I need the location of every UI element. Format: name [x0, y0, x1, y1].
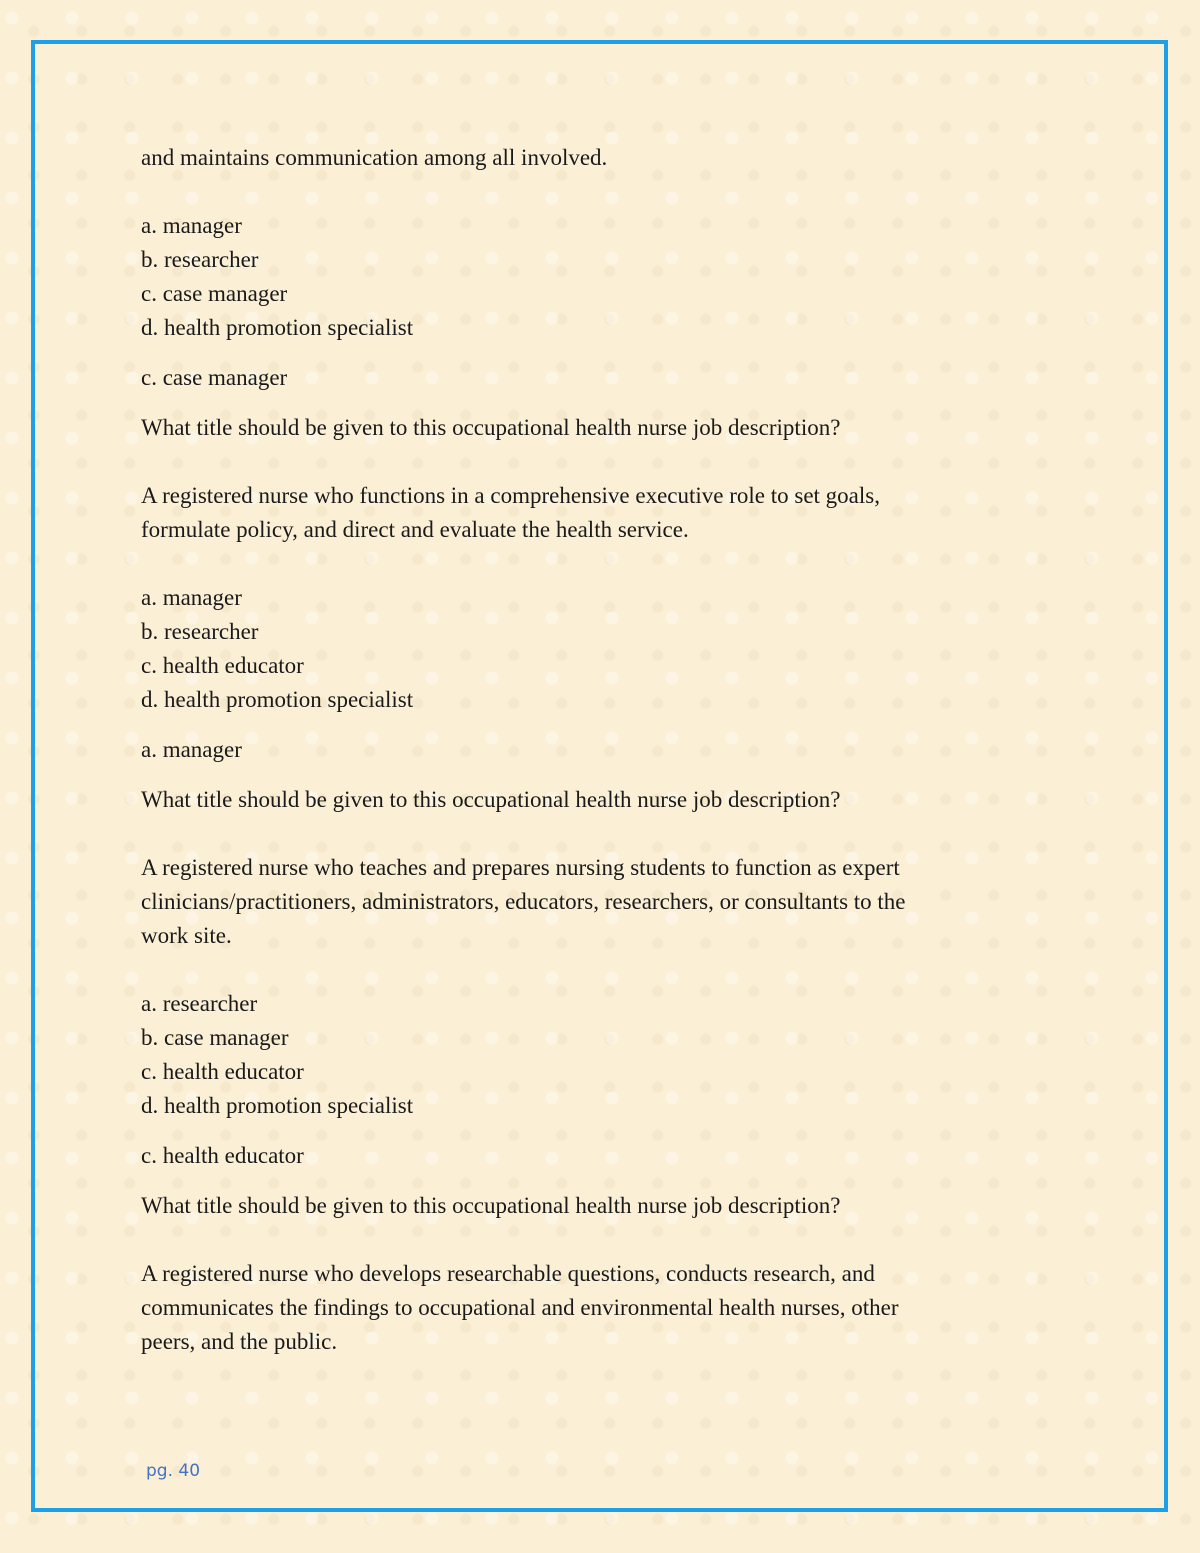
option-b: b. case manager — [141, 1025, 289, 1050]
question-1-answer: c. case manager — [141, 365, 288, 390]
option-b: b. researcher — [141, 247, 259, 272]
question-2-answer: a. manager — [141, 737, 242, 762]
page-number: pg. 40 — [146, 1461, 201, 1481]
option-c: c. health educator — [141, 1059, 304, 1084]
question-3-text: What title should be given to this occupational health nurse job description? — [141, 787, 841, 812]
option-c: c. case manager — [141, 281, 288, 306]
option-c: c. health educator — [141, 653, 304, 678]
description-line: A registered nurse who develops researchable questions, conducts research, and — [141, 1261, 875, 1286]
option-a: a. researcher — [141, 991, 258, 1016]
description-line: formulate policy, and direct and evaluate the health service. — [141, 517, 689, 542]
option-a: a. manager — [141, 213, 242, 238]
option-b: b. researcher — [141, 619, 259, 644]
description-line: A registered nurse who functions in a comprehensive executive role to set goals, — [141, 483, 880, 508]
description-line: communicates the findings to occupational and environmental health nurses, other — [141, 1295, 899, 1320]
option-d: d. health promotion specialist — [141, 315, 414, 340]
document-body — [141, 141, 1081, 1359]
question-3-description — [141, 851, 1081, 953]
question-2-options — [141, 581, 1081, 717]
question-2-description — [141, 479, 1081, 547]
question-3-options — [141, 987, 1081, 1123]
option-d: d. health promotion specialist — [141, 687, 414, 712]
description-line: work site. — [141, 923, 232, 948]
question-1-options — [141, 209, 1081, 345]
question-3-answer: c. health educator — [141, 1143, 304, 1168]
option-d: d. health promotion specialist — [141, 1093, 414, 1118]
option-a: a. manager — [141, 585, 242, 610]
description-line: peers, and the public. — [141, 1329, 338, 1354]
question-2-text: What title should be given to this occupational health nurse job description? — [141, 415, 841, 440]
question-4-description — [141, 1257, 1081, 1359]
description-line: clinicians/practitioners, administrators, educators, researchers, or consultants to the — [141, 889, 906, 914]
description-line: A registered nurse who teaches and prepares nursing students to function as expert — [141, 855, 900, 880]
continuation-text: and maintains communication among all involved. — [141, 145, 608, 170]
question-4-text: What title should be given to this occupational health nurse job description? — [141, 1193, 841, 1218]
